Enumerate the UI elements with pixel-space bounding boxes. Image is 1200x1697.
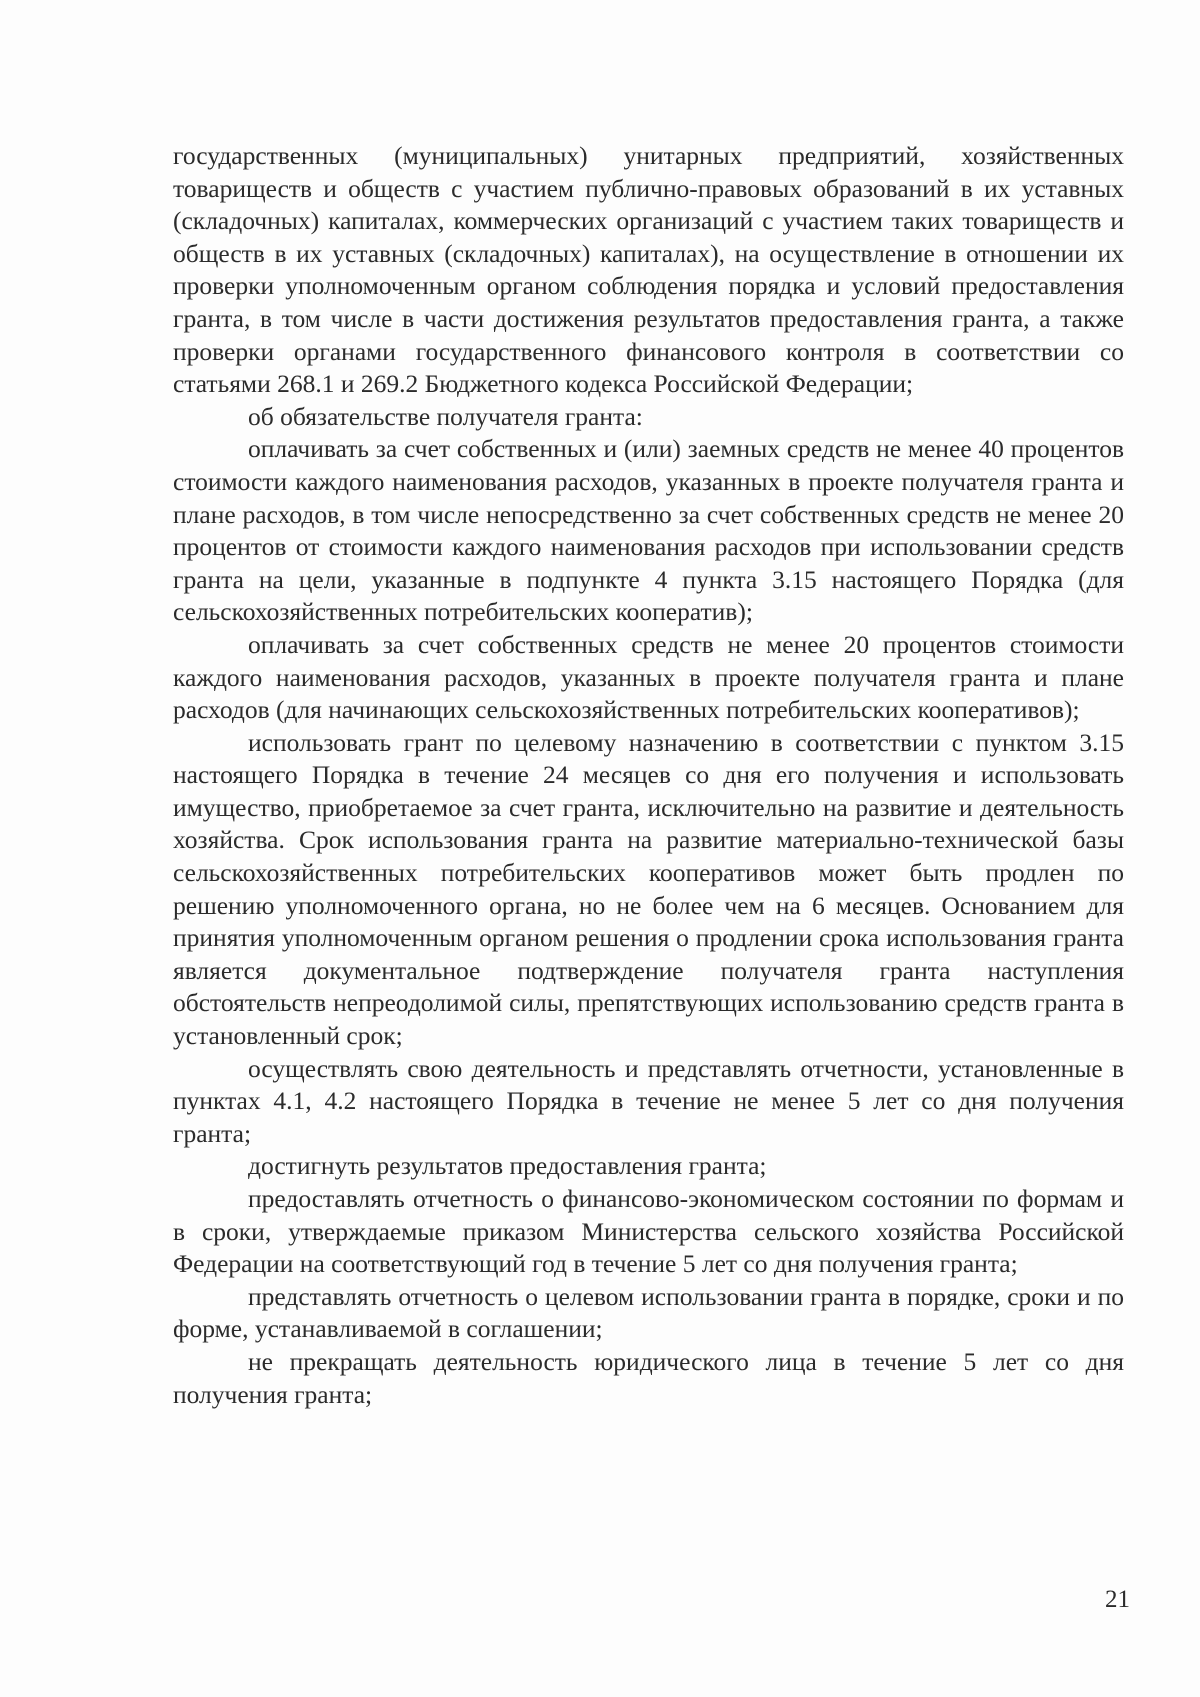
paragraph-pay-20-percent: оплачивать за счет собственных средств не менее 20 процентов стоимости каждого наименования расходов, указанных в проекте получателя гранта и плане расходов (для начинающих сельскохозяйственных потребительских кооперативов); [173,629,1124,725]
paragraph-conduct-activity: осуществлять свою деятельность и представлять отчетности, установленные в пунктах 4.1, 4.2 настоящего Порядка в течение не менее 5 лет со дня получения гранта; [173,1053,1124,1148]
paragraph-obligation-heading: об обязательстве получателя гранта: [248,401,643,431]
paragraph-continuation: государственных (муниципальных) унитарных предприятий, хозяйственных товариществ и обществ с участием публично-правовых образований в их уставных (складочных) капиталах, коммерческих организаций с участием таких товариществ и обществ в их уставных (складочных) капиталах), на осуществление в отношении их проверки уполномоченным органом соблюдения порядка и условий предоставления гранта, в том числе в части достижения результатов предоставления гранта, а также проверки органами государственного финансового контроля в соответствии со статьями 268.1 и 269.2 Бюджетного кодекса Российской Федерации; [173,141,1124,399]
paragraph-target-use-reporting: представлять отчетность о целевом использовании гранта в порядке, сроки и по форме, устанавливаемой в соглашении; [173,1281,1124,1344]
paragraph-achieve-results: достигнуть результатов предоставления гранта; [248,1151,767,1181]
paragraph-financial-reporting: предоставлять отчетность о финансово-экономическом состоянии по формам и в сроки, утверждаемые приказом Министерства сельского хозяйства Российской Федерации на соответствующий год в течение 5 лет со дня получения гранта; [173,1184,1124,1279]
document-body [173,140,1124,1411]
paragraph-pay-40-percent: оплачивать за счет собственных и (или) заемных средств не менее 40 процентов стоимости каждого наименования расходов, указанных в проекте получателя гранта и плане расходов, в том числе непосредственно за счет собственных средств не менее 20 процентов от стоимости каждого наименования расходов при использовании средств гранта на цели, указанные в подпункте 4 пункта 3.15 настоящего Порядка (для сельскохозяйственных потребительских кооператив); [173,434,1124,627]
paragraph-use-grant: использовать грант по целевому назначению в соответствии с пунктом 3.15 настоящего Порядка в течение 24 месяцев со дня его получения и использовать имущество, приобретаемое за счет гранта, исключительно на развитие и деятельность хозяйства. Срок использования гранта на развитие материально-технической базы сельскохозяйственных потребительских кооперативов может быть продлен по решению уполномоченного органа, но не более чем на 6 месяцев. Основанием для принятия уполномоченным органом решения о продлении срока использования гранта является документальное подтверждение получателя гранта наступления обстоятельств непреодолимой силы, препятствующих использованию средств гранта в установленный срок; [173,727,1124,1051]
page-number: 21 [1105,1586,1130,1613]
paragraph-not-terminate: не прекращать деятельность юридического лица в течение 5 лет со дня получения гранта; [173,1346,1124,1409]
